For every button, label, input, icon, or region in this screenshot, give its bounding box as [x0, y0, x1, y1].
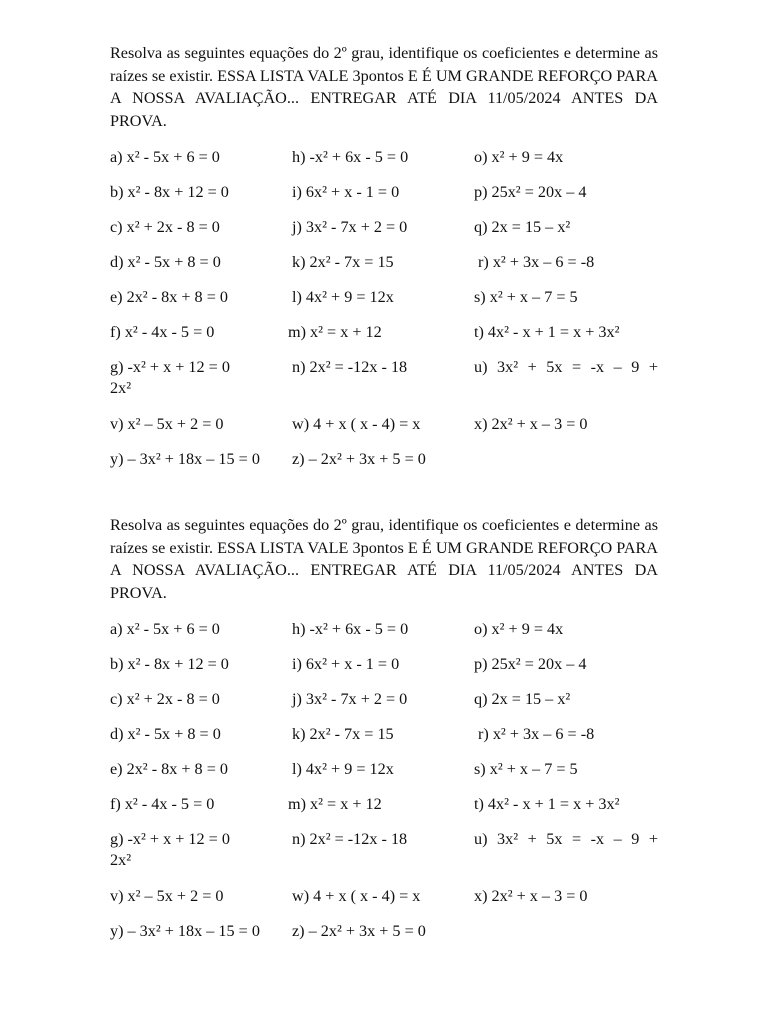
equations-grid: [110, 146, 658, 474]
equation-item: y) – 3x² + 18x – 15 = 0: [110, 922, 260, 940]
equation-item: q) 2x = 15 – x²: [474, 218, 571, 236]
equation-item: v) x² – 5x + 2 = 0: [110, 887, 224, 905]
equation-item: j) 3x² - 7x + 2 = 0: [292, 218, 408, 236]
equation-item: l) 4x² + 9 = 12x: [292, 760, 394, 778]
equation-row: [110, 181, 658, 216]
equation-item: u) 3x² + 5x = -x – 9 +: [474, 358, 658, 376]
equation-item: a) x² - 5x + 6 = 0: [110, 620, 220, 638]
equation-item: r) x² + 3x – 6 = -8: [478, 253, 595, 271]
equation-item: p) 25x² = 20x – 4: [474, 183, 587, 201]
equation-row: [110, 356, 658, 413]
equation-item: w) 4 + x ( x - 4) = x: [292, 887, 421, 905]
equation-item: c) x² + 2x - 8 = 0: [110, 690, 220, 708]
equation-item: q) 2x = 15 – x²: [474, 690, 571, 708]
exercise-list-1: [110, 42, 658, 474]
equation-item: x) 2x² + x – 3 = 0: [474, 887, 588, 905]
equation-row: [110, 286, 658, 321]
equation-item: j) 3x² - 7x + 2 = 0: [292, 690, 408, 708]
equation-item: w) 4 + x ( x - 4) = x: [292, 415, 421, 433]
equation-item: k) 2x² - 7x = 15: [292, 253, 394, 271]
equation-row: [110, 146, 658, 181]
equation-item: k) 2x² - 7x = 15: [292, 725, 394, 743]
equation-row: [110, 793, 658, 828]
equation-item: h) -x² + 6x - 5 = 0: [292, 620, 409, 638]
equation-item: f) x² - 4x - 5 = 0: [110, 323, 215, 341]
equation-item: i) 6x² + x - 1 = 0: [292, 655, 400, 673]
equation-row: [110, 758, 658, 793]
equation-item: l) 4x² + 9 = 12x: [292, 288, 394, 306]
equation-item: b) x² - 8x + 12 = 0: [110, 655, 229, 673]
equation-item: m) x² = x + 12: [288, 323, 382, 341]
equation-item: z) – 2x² + 3x + 5 = 0: [292, 922, 426, 940]
equation-item: y) – 3x² + 18x – 15 = 0: [110, 450, 260, 468]
equation-item: d) x² - 5x + 8 = 0: [110, 725, 221, 743]
equation-item: d) x² - 5x + 8 = 0: [110, 253, 221, 271]
equations-grid: [110, 618, 658, 946]
equation-item: e) 2x² - 8x + 8 = 0: [110, 288, 228, 306]
equation-row: [110, 723, 658, 758]
equation-item: m) x² = x + 12: [288, 795, 382, 813]
equation-item-continuation: 2x²: [110, 851, 132, 869]
instructions-paragraph: Resolva as seguintes equações do 2º grau, identifique os coeficientes e determine as raízes se existir. ESSA LISTA VALE 3pontos E É UM GRANDE REFORÇO PARA A NOSSA AVALIAÇÃO... ENTREGAR ATÉ DIA 11/05/2024 ANTES DA PROVA.: [110, 44, 658, 130]
equation-item: o) x² + 9 = 4x: [474, 620, 564, 638]
equation-row: [110, 321, 658, 356]
equation-item: p) 25x² = 20x – 4: [474, 655, 587, 673]
equation-item: i) 6x² + x - 1 = 0: [292, 183, 400, 201]
equation-item: x) 2x² + x – 3 = 0: [474, 415, 588, 433]
equation-item: g) -x² + x + 12 = 0: [110, 830, 230, 848]
equation-row: [110, 448, 658, 474]
equation-item: b) x² - 8x + 12 = 0: [110, 183, 229, 201]
equation-item: s) x² + x – 7 = 5: [474, 288, 578, 306]
equation-item: s) x² + x – 7 = 5: [474, 760, 578, 778]
equation-item: h) -x² + 6x - 5 = 0: [292, 148, 409, 166]
instructions-paragraph: Resolva as seguintes equações do 2º grau, identifique os coeficientes e determine as raízes se existir. ESSA LISTA VALE 3pontos E É UM GRANDE REFORÇO PARA A NOSSA AVALIAÇÃO... ENTREGAR ATÉ DIA 11/05/2024 ANTES DA PROVA.: [110, 516, 658, 602]
equation-row: [110, 216, 658, 251]
equation-row: [110, 618, 658, 653]
equation-item-continuation: 2x²: [110, 379, 132, 397]
equation-row: [110, 828, 658, 885]
equation-item: o) x² + 9 = 4x: [474, 148, 564, 166]
equation-item: e) 2x² - 8x + 8 = 0: [110, 760, 228, 778]
equation-row: [110, 653, 658, 688]
equation-row: [110, 688, 658, 723]
equation-item: t) 4x² - x + 1 = x + 3x²: [474, 323, 620, 341]
equation-row: [110, 413, 658, 448]
equation-row: [110, 251, 658, 286]
equation-item: c) x² + 2x - 8 = 0: [110, 218, 220, 236]
equation-item: n) 2x² = -12x - 18: [292, 358, 408, 376]
exercise-list-2: [110, 514, 658, 946]
equation-item: n) 2x² = -12x - 18: [292, 830, 408, 848]
equation-item: v) x² – 5x + 2 = 0: [110, 415, 224, 433]
equation-item: u) 3x² + 5x = -x – 9 +: [474, 830, 658, 848]
equation-item: f) x² - 4x - 5 = 0: [110, 795, 215, 813]
equation-item: t) 4x² - x + 1 = x + 3x²: [474, 795, 620, 813]
equation-row: [110, 920, 658, 946]
equation-item: r) x² + 3x – 6 = -8: [478, 725, 595, 743]
equation-row: [110, 885, 658, 920]
equation-item: z) – 2x² + 3x + 5 = 0: [292, 450, 426, 468]
equation-item: g) -x² + x + 12 = 0: [110, 358, 230, 376]
equation-item: a) x² - 5x + 6 = 0: [110, 148, 220, 166]
